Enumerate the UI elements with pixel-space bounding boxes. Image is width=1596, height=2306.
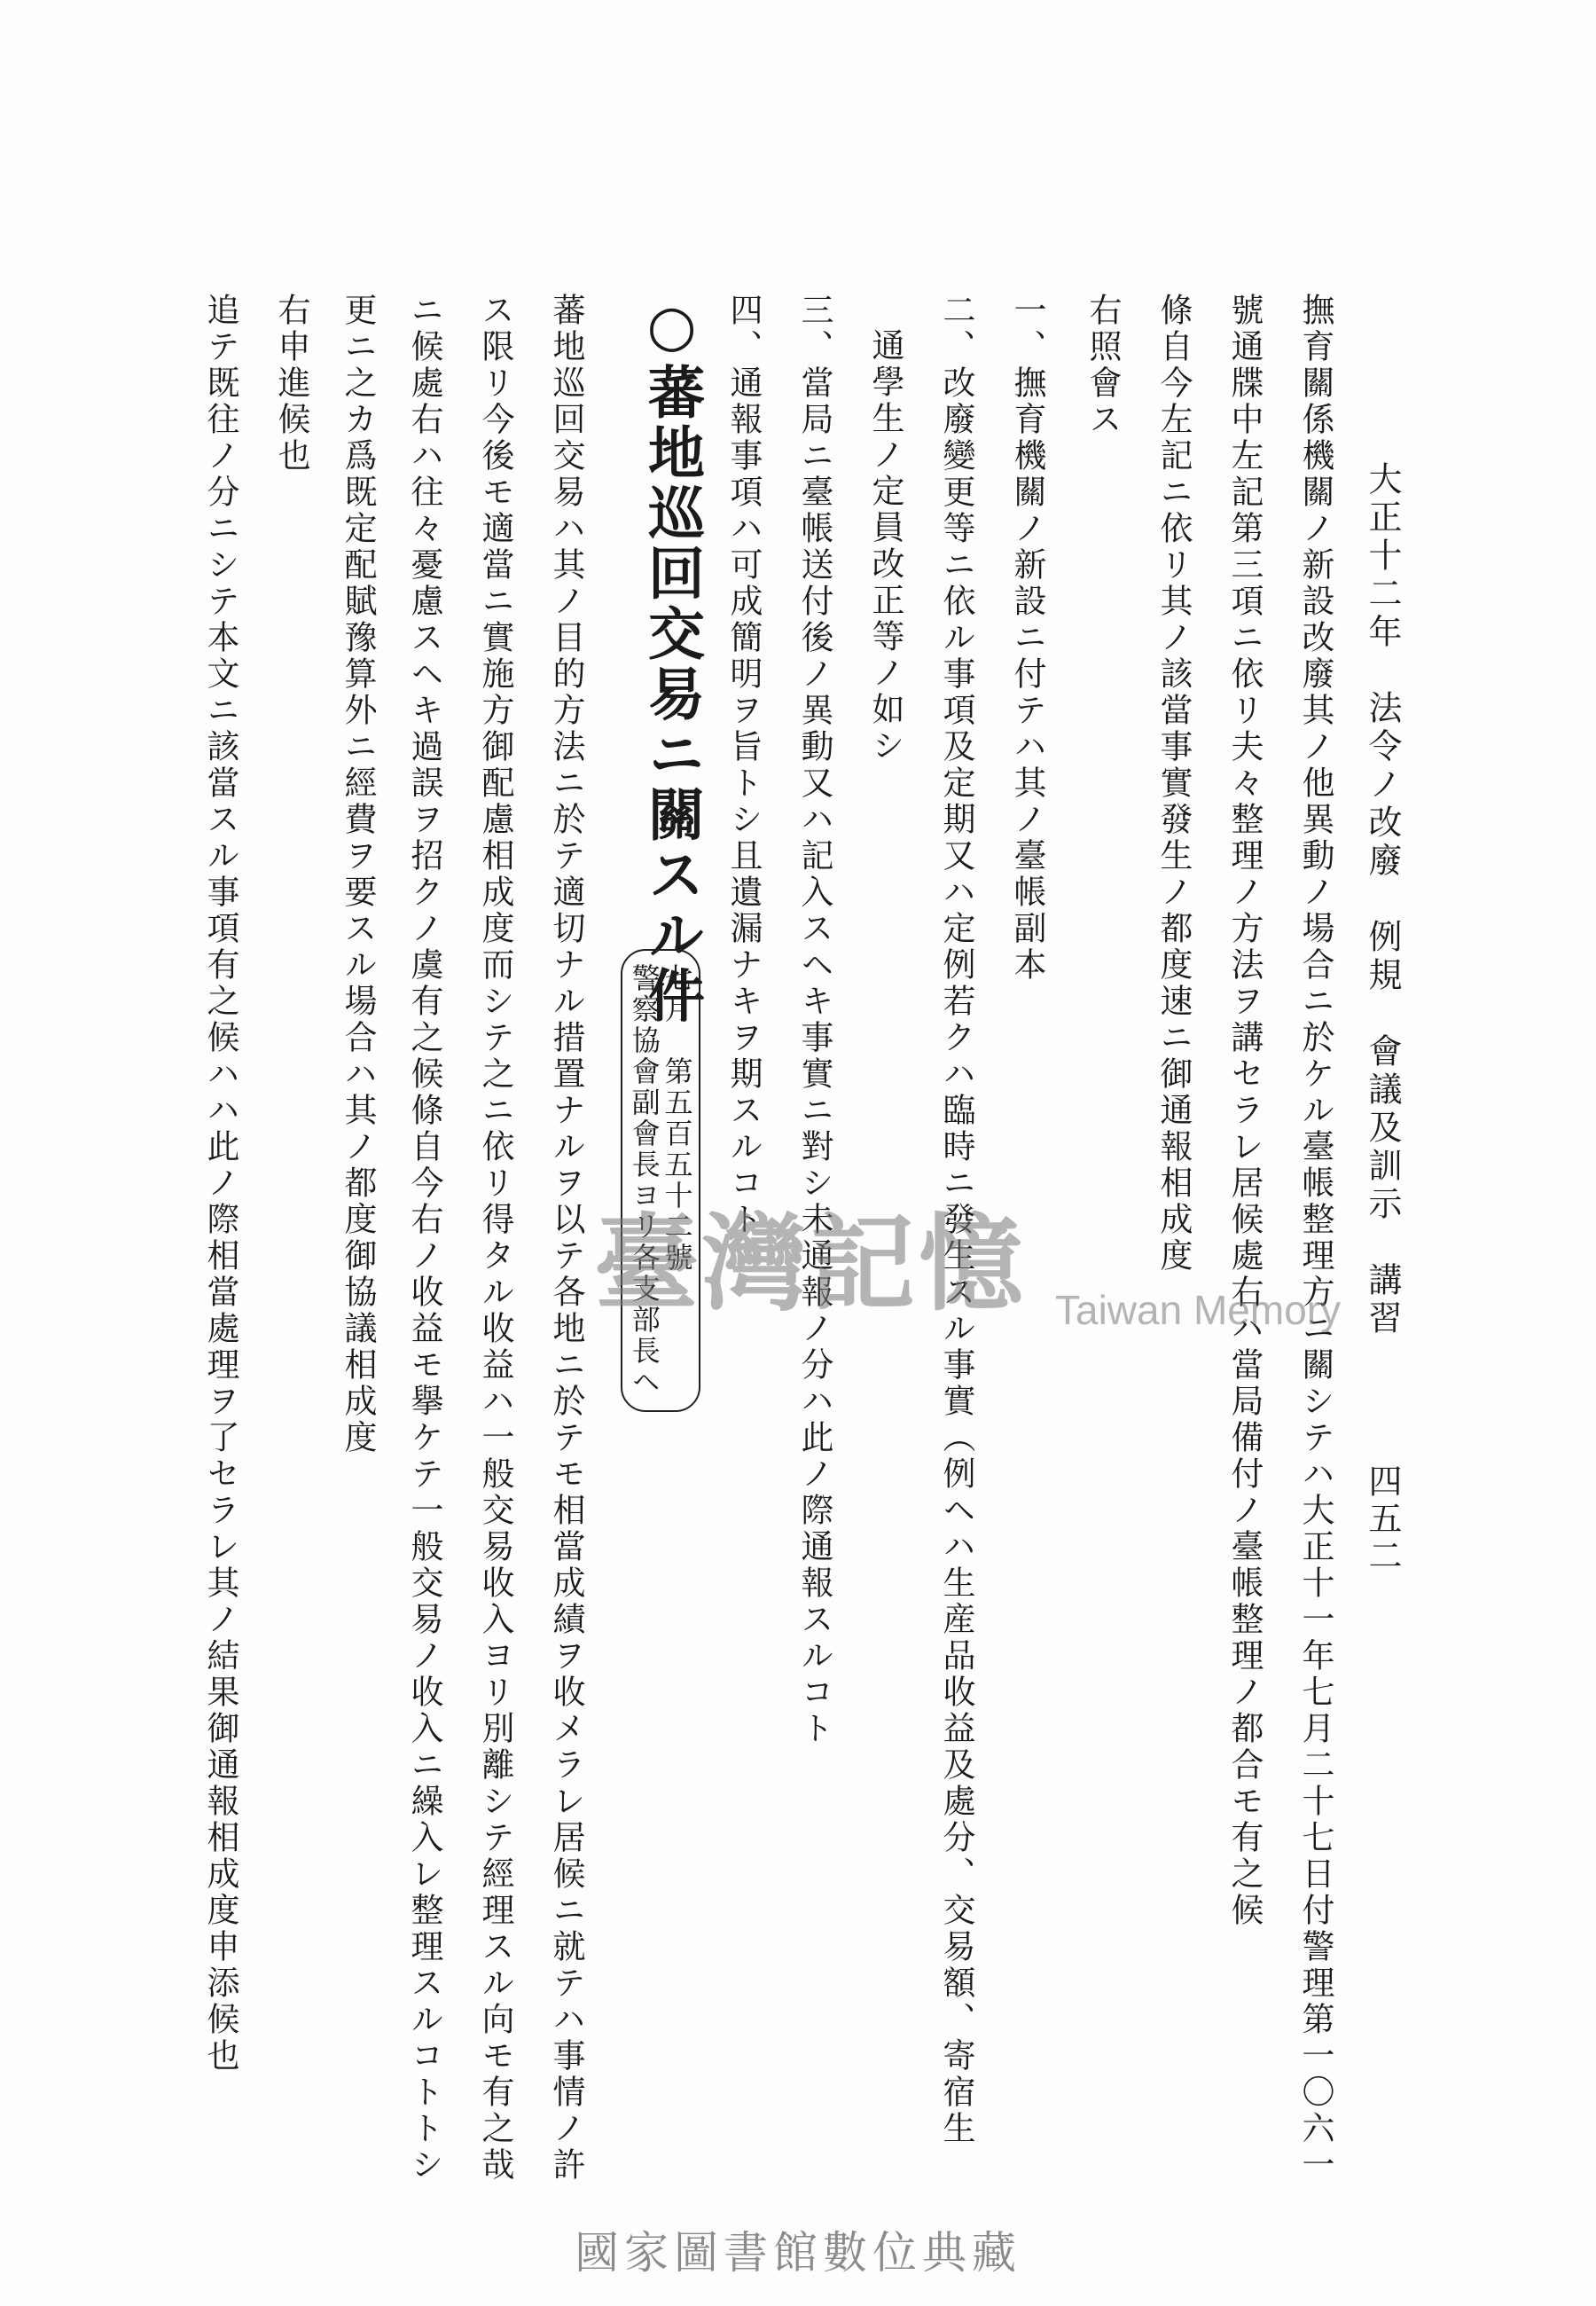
list-item-1: 一、撫育機關ノ新設ニ付テハ其ノ臺帳副本 xyxy=(1008,293,1046,984)
running-header: 大正十二年 法令ノ改廢 例規 會議及訓示 講習 xyxy=(1363,461,1402,1338)
body-line-3: 條自今左記ニ依リ其ノ該當事實發生ノ都度速ニ御通報相成度 xyxy=(1154,293,1193,1275)
section-heading: ○蕃地巡回交易ニ關スル件 xyxy=(638,293,705,1026)
list-item-4: 四、通報事項ハ可成簡明ヲ旨トシ且遺漏ナキヲ期スルコト xyxy=(724,293,763,1238)
watermark-chinese: 臺灣記憶 xyxy=(594,1202,1028,1325)
annotation-line-2: 警察協會副會長ヨリ各支部長ヘ xyxy=(627,963,661,1398)
body-line-6: ス限リ今後モ適當ニ實施方御配慮相成度而シテ之ニ依リ得タル收益ハ一般交易收入ヨリ別離シテ經理スル向モ有之哉 xyxy=(476,293,514,2184)
watermark-logo xyxy=(594,1180,1342,1357)
list-item-2: 二、改廢變更等ニ依ル事項及定期又ハ定例若クハ臨時ニ發生スル事實（例ヘハ生産品收益及處分、交易額、寄宿生 xyxy=(937,293,975,2147)
footer-credit: 國家圖書館數位典藏 xyxy=(575,2227,1021,2279)
watermark-english: Taiwan Memory xyxy=(1055,1287,1342,1333)
annotation-line-1: 七月 第五百五十二號 xyxy=(660,963,694,1274)
page-number: 四五二 xyxy=(1363,1463,1402,1575)
body-line-2: 號通牒中左記第三項ニ依リ夫々整理ノ方法ヲ講セラレ居候處右ハ當局備付ノ臺帳整理ノ都合モ有之候 xyxy=(1225,293,1264,1929)
list-item-2-cont: 通學生ノ定員改正等ノ如シ xyxy=(866,328,904,765)
list-item-3: 三、當局ニ臺帳送付後ノ異動又ハ記入スヘキ事實ニ對シ未通報ノ分ハ此ノ際通報スルコト xyxy=(795,293,833,1747)
body-line-8: 更ニ之カ爲既定配賦豫算外ニ經費ヲ要スル場合ハ其ノ都度御協議相成度 xyxy=(339,293,377,1456)
body-line-10: 追テ既往ノ分ニシテ本文ニ該當スル事項有之候ハハ此ノ際相當處理ヲ了セラレ其ノ結果御通報相成度申添候也 xyxy=(201,293,239,2075)
body-line-4: 右照會ス xyxy=(1084,293,1122,438)
body-line-7: ニ候處右ハ往々憂慮スヘキ過誤ヲ招クノ虞有之候條自今右ノ收益モ擧ケテ一般交易ノ收入ニ繰入レ整理スルコトトシ xyxy=(405,293,443,2184)
body-line-5: 蕃地巡回交易ハ其ノ目的方法ニ於テ適切ナル措置ナルヲ以テ各地ニ於テモ相當成績ヲ收メラレ居候ニ就テハ事情ノ許 xyxy=(547,293,585,2184)
body-line-9: 右申進候也 xyxy=(272,293,310,475)
body-line-1: 撫育關係機關ノ新設改廢其ノ他異動ノ場合ニ於ケル臺帳整理方ニ關シテハ大正十一年七月二十七日付警理第一〇六一 xyxy=(1296,293,1334,2184)
